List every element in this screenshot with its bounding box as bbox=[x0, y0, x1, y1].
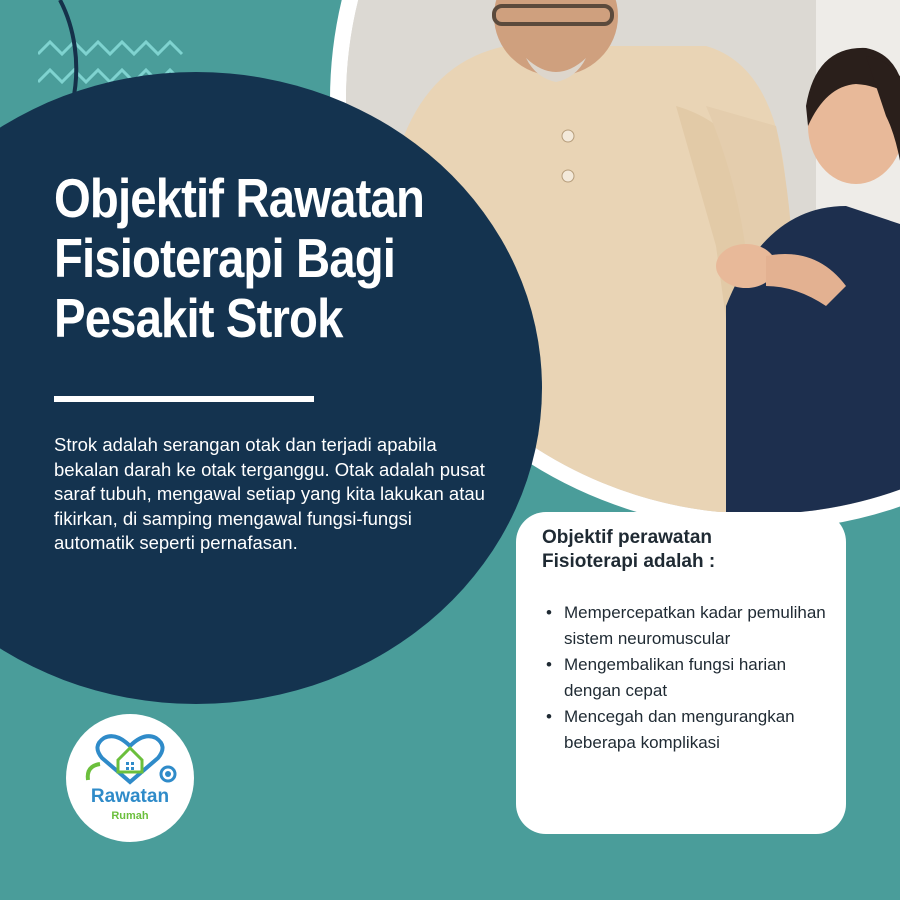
card-title-line-1: Objektif perawatan bbox=[542, 527, 712, 548]
list-item: • Mengembalikan fungsi harian dengan cepat bbox=[542, 652, 826, 704]
card-title bbox=[542, 526, 826, 574]
objectives-card bbox=[516, 512, 846, 834]
title-divider bbox=[54, 396, 314, 402]
page-title bbox=[54, 168, 432, 348]
title-line-1: Objektif Rawatan bbox=[54, 167, 424, 229]
logo-subtitle: Rumah bbox=[111, 810, 149, 822]
logo bbox=[66, 714, 194, 842]
card-title-line-2: Fisioterapi adalah : bbox=[542, 551, 716, 572]
title-line-2: Fisioterapi Bagi bbox=[54, 227, 396, 289]
list-item: • Mempercepatkan kadar pemulihan sistem neuromuscular bbox=[542, 600, 826, 652]
logo-name: Rawatan bbox=[90, 786, 170, 807]
list-item: • Mencegah dan mengurangkan beberapa komplikasi bbox=[542, 704, 826, 756]
intro-paragraph: Strok adalah serangan otak dan terjadi apabila bekalan darah ke otak terganggu. Otak adalah pusat saraf tubuh, mengawal setiap yang kita lakukan atau fikirkan, di samping mengawal fungsi-fungsi automatik seperti pernafasan. bbox=[54, 434, 485, 553]
title-line-3: Pesakit Strok bbox=[54, 287, 343, 349]
heart-house-stethoscope-icon bbox=[80, 730, 180, 790]
objectives-list bbox=[542, 600, 826, 756]
